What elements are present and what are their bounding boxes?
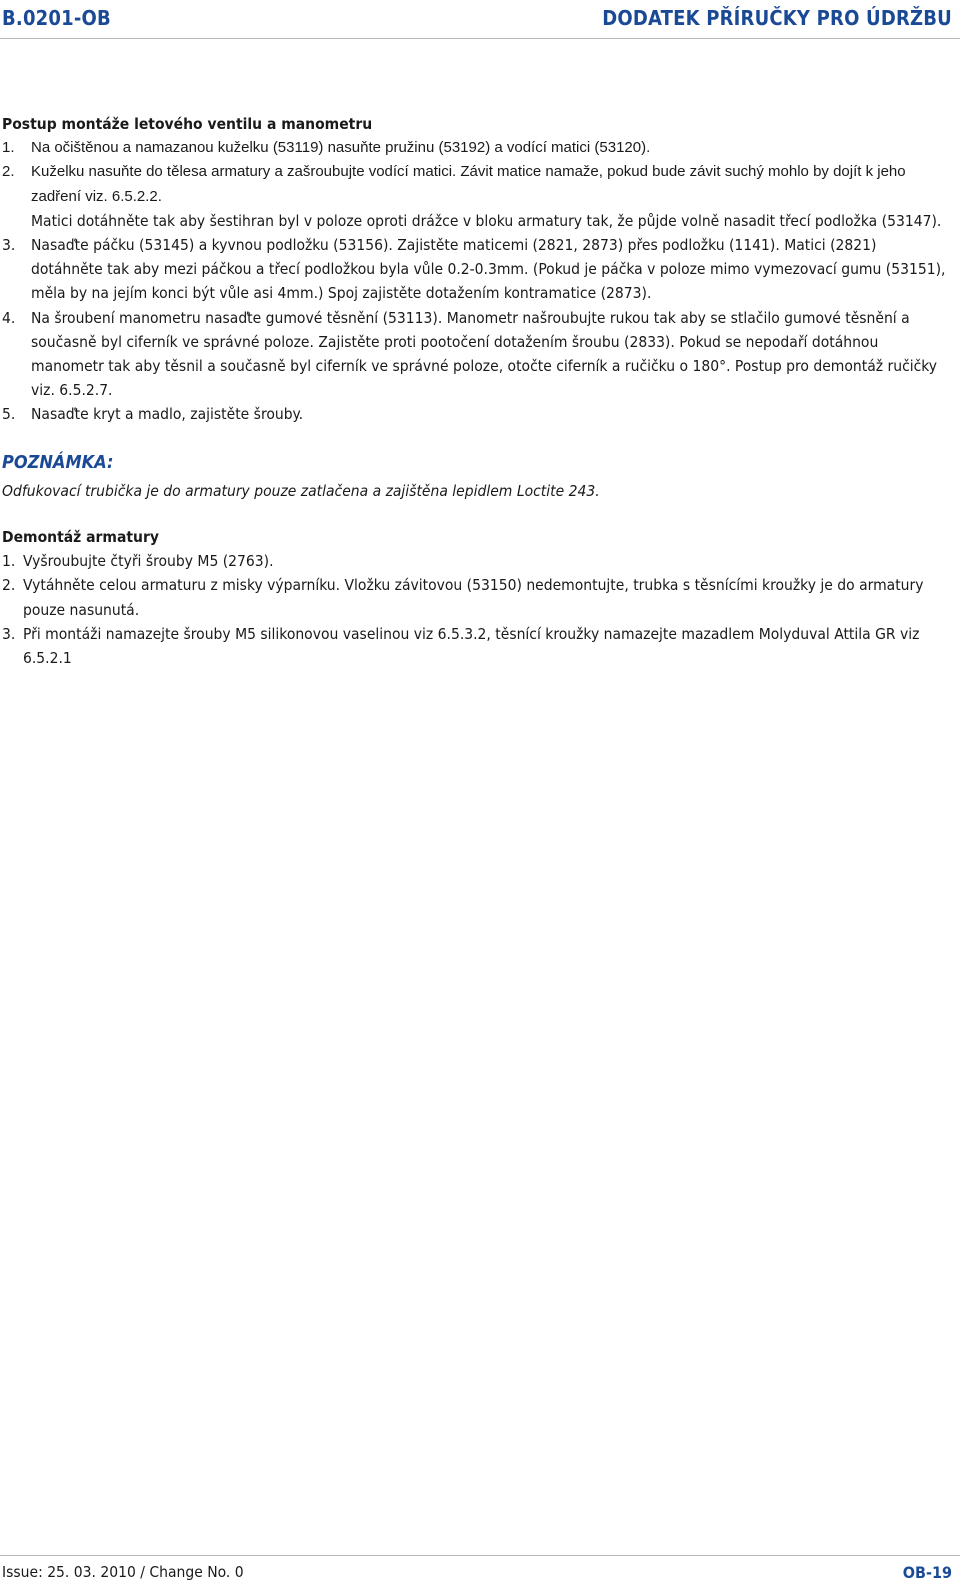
list-text: Nasaďte páčku (53145) a kyvnou podložku (53156). Zajistěte maticemi (2821, 2873) přes podložku (1141). Matici (2821) dotáhněte tak aby mezi páčkou a třecí podložkou byla vůle 0.2-0.3mm. (Pokud je páčka v poloze mimo vymezovací gumu (53151), měla by na jejím konci být vůle asi 4mm.) Spoj zajistěte dotažením kontramatice (2873). [31,236,946,303]
note-text: Odfukovací trubička je do armatury pouze zatlačena a zajištěna lepidlem Loctite 243. [2,481,600,500]
list-item [2,233,952,306]
list-number: 1. [2,139,15,157]
list-item [2,160,952,233]
list-item [2,622,952,670]
doc-title: DODATEK PŘÍRUČKY PRO ÚDRŽBU [602,6,952,30]
list-text-continued: Matici dotáhněte tak aby šestihran byl v poloze oproti drážce v bloku armatury tak, že půjde volně nasadit třecí podložka (53147). [31,211,942,230]
issue-info: Issue: 25. 03. 2010 / Change No. 0 [2,1563,244,1581]
list-text: Vytáhněte celou armaturu z misky výparníku. Vložku závitovou (53150) nedemontujte, trubka s těsnícími kroužky je do armatury pouze nasunutá. [23,576,924,619]
list-number: 2. [2,576,16,595]
list-text: Vyšroubujte čtyři šrouby M5 (2763). [23,552,274,571]
list-text: Při montáži namazejte šrouby M5 silikonovou vaselinou viz 6.5.3.2, těsnící kroužky namazejte mazadlem Molyduval Attila GR viz 6.5.2.1 [23,624,920,668]
list-item [2,306,952,403]
note-title: POZNÁMKA: [2,451,114,473]
list-text: Kuželku nasuňte do tělesa armatury a zašroubujte vodící matici. Závit matice namaže, pokud bude závit suchý mohlo by dojít k jeho zadření viz. 6.5.2.2. [31,163,906,205]
list-number: 3. [2,624,16,643]
header-divider [0,38,960,39]
section-title-assembly: Postup montáže letového ventilu a manometru [2,115,373,133]
list-item [2,549,952,573]
list-text: Nasaďte kryt a madlo, zajistěte šrouby. [31,405,304,424]
list-text: Na šroubení manometru nasaďte gumové těsnění (53113). Manometr našroubujte rukou tak aby se stlačilo gumové těsnění a současně byl ciferník ve správné poloze. Zajistěte proti pootočení dotažením šroubu (2833). Pokud se nepodaří dotáhnou manometr tak aby těsnil a současně byl ciferník ve správné poloze, otočte ciferník a ručičku o 180°. Postup pro demontáž ručičky viz. 6.5.2.7. [31,308,938,400]
list-item [2,402,952,426]
list-number: 1. [2,552,16,571]
section-title-disassembly: Demontáž armatury [2,528,159,547]
page-header [0,0,960,46]
doc-code: B.0201-OB [2,6,111,30]
list-number: 2. [2,163,15,181]
list-number: 5. [2,405,16,424]
page-content [2,112,952,670]
list-number: 4. [2,308,16,327]
list-item [2,136,952,160]
footer-divider [0,1555,960,1556]
page-number: OB-19 [902,1563,952,1582]
list-item [2,573,952,621]
list-text: Na očištěnou a namazanou kuželku (53119) nasuňte pružinu (53192) a vodící matici (53120). [31,139,651,157]
list-number: 3. [2,236,16,255]
